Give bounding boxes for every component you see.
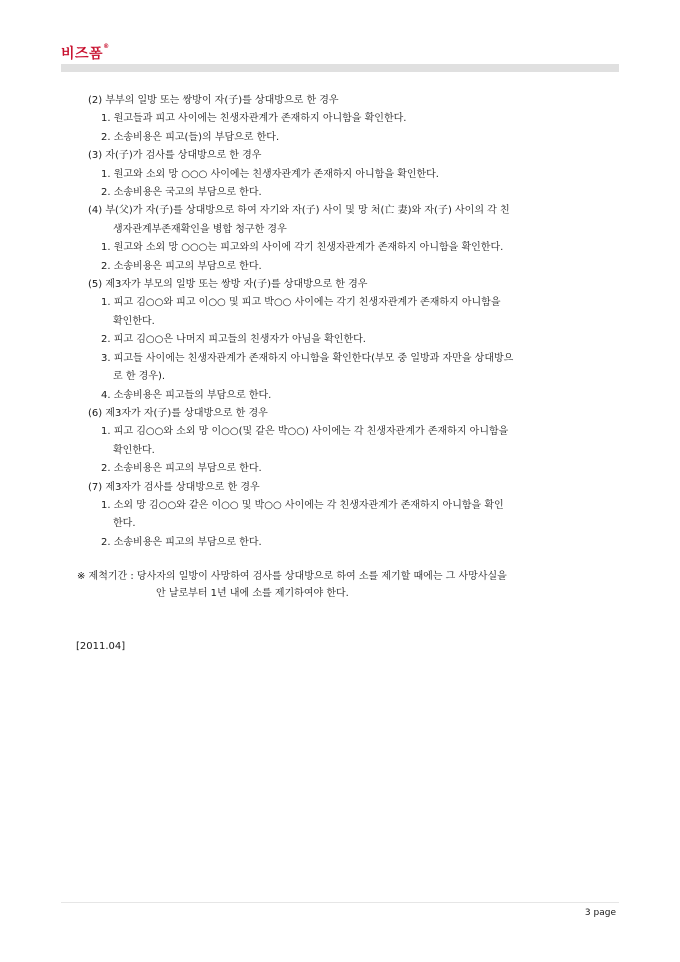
clause-line: 4. 소송비용은 피고들의 부담으로 한다.: [101, 389, 272, 401]
clause-line: 1. 원고들과 피고 사이에는 친생자관계가 존재하지 아니함을 확인한다.: [101, 113, 407, 125]
clause-line: 1. 소외 망 김○○와 같은 이○○ 및 박○○ 사이에는 각 친생자관계가 존재하지 아니함을 확인: [101, 499, 504, 511]
clause-line: 생자관계부존재확인을 병합 청구한 경우: [113, 223, 287, 235]
note-line-2: 안 날로부터 1년 내에 소를 제기하여야 한다.: [156, 588, 349, 599]
section-heading: (7) 제3자가 검사를 상대방으로 한 경우: [88, 481, 260, 493]
bizform-logo: [61, 43, 110, 63]
clause-line: 2. 소송비용은 국고의 부담으로 한다.: [101, 187, 262, 199]
header-bar: [61, 64, 619, 72]
section-heading: (2) 부부의 일방 또는 쌍방이 자(子)를 상대방으로 한 경우: [88, 95, 339, 106]
clause-line: 1. 피고 김○○와 소외 망 이○○(및 같은 박○○) 사이에는 각 친생자관계가 존재하지 아니함을: [101, 426, 509, 438]
clause-line: 1. 피고 김○○와 피고 이○○ 및 피고 박○○ 사이에는 각기 친생자관계가 존재하지 아니함을: [101, 297, 501, 309]
section-heading: (3) 자(子)가 검사를 상대방으로 한 경우: [88, 150, 262, 162]
clause-line: 확인한다.: [113, 444, 155, 456]
clause-line: 1. 원고와 소외 망 ○○○는 피고와의 사이에 각기 친생자관계가 존재하지 아니함을 확인한다.: [101, 242, 504, 254]
section-heading: (4) 부(父)가 자(子)를 상대방으로 하여 자기와 자(子) 사이 및 망 처(亡 妻)와 자(子) 사이의 각 친: [88, 205, 510, 217]
section-heading: (5) 제3자가 부모의 일방 또는 쌍방 자(子)를 상대방으로 한 경우: [88, 279, 368, 291]
section-heading: (6) 제3자가 자(子)를 상대방으로 한 경우: [88, 407, 268, 419]
clause-line: 2. 소송비용은 피고의 부담으로 한다.: [101, 463, 262, 475]
clause-line: 3. 피고들 사이에는 친생자관계가 존재하지 아니함을 확인한다(부모 중 일방과 자만을 상대방으: [101, 352, 514, 364]
footer-divider: [61, 902, 619, 903]
clause-line: 2. 소송비용은 피고(들)의 부담으로 한다.: [101, 131, 280, 143]
clause-line: 2. 소송비용은 피고의 부담으로 한다.: [101, 536, 262, 548]
clause-line: 확인한다.: [113, 315, 155, 327]
logo-text: 비즈폼: [61, 46, 104, 62]
document-body: [88, 92, 618, 552]
note-line-1: ※ 제척기간 : 당사자의 일방이 사망하여 검사를 상대방으로 하여 소를 제기할 때에는 그 사망사실을: [77, 571, 507, 582]
clause-line: 한다.: [113, 518, 136, 530]
limitation-note: [77, 568, 622, 602]
clause-line: 로 한 경우).: [113, 371, 166, 383]
registered-mark: ®: [103, 43, 110, 50]
clause-line: 1. 원고와 소외 망 ○○○ 사이에는 친생자관계가 존재하지 아니함을 확인한다.: [101, 168, 439, 180]
clause-line: 2. 피고 김○○은 나머지 피고들의 친생자가 아님을 확인한다.: [101, 334, 366, 346]
clause-line: 2. 소송비용은 피고의 부담으로 한다.: [101, 260, 262, 272]
revision-date: [2011.04]: [76, 641, 126, 652]
page-number: 3 page: [584, 908, 616, 918]
